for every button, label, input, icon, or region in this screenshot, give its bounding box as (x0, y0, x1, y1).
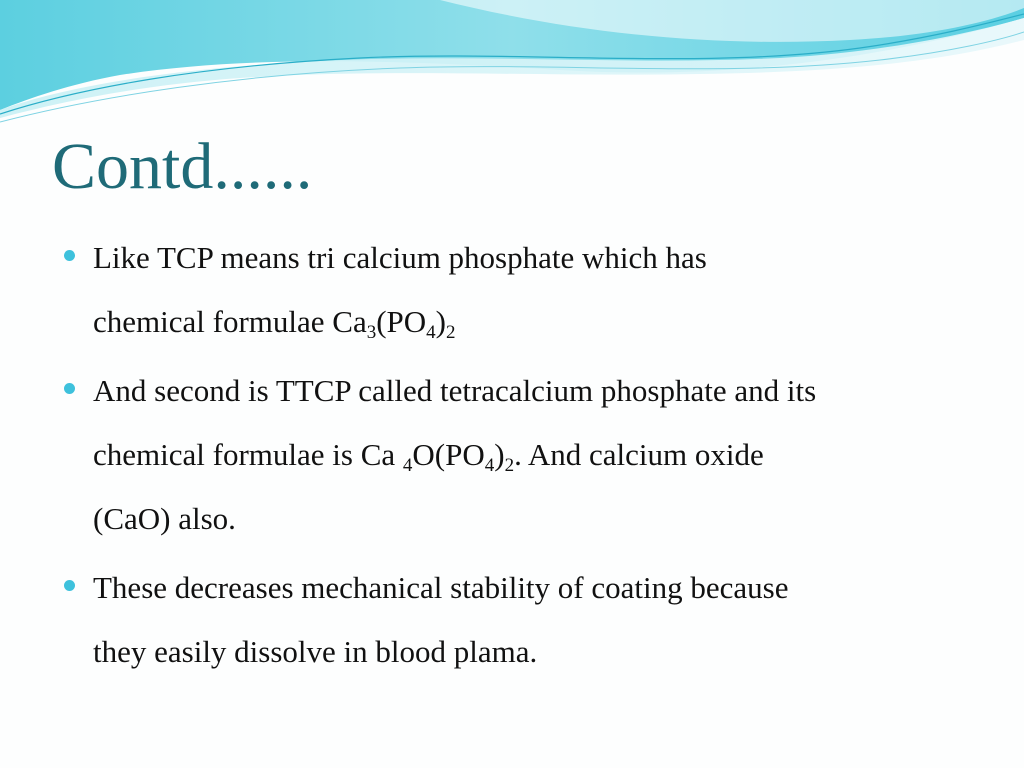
subscript: 2 (445, 322, 456, 343)
bullet-line: And second is TTCP called tetracalcium phosphate and its (93, 373, 817, 408)
bullet-text (93, 556, 992, 684)
subscript: 4 (426, 322, 436, 343)
formula-part: (PO (376, 304, 427, 339)
bullet-dot-icon (64, 250, 75, 261)
bullet-dot-icon (64, 580, 75, 591)
formula-part: ) (435, 304, 446, 339)
bullet-dot-icon (64, 383, 75, 394)
bullet-line: Like TCP means tri calcium phosphate which has (93, 240, 707, 275)
bullet-item-stability (62, 556, 992, 684)
formula-prefix: chemical formulae is Ca (93, 437, 403, 472)
bullet-item-tcp (62, 226, 992, 354)
bullet-list (62, 226, 992, 689)
bullet-line: they easily dissolve in blood plama. (93, 634, 538, 669)
bullet-line: These decreases mechanical stability of coating because (93, 570, 789, 605)
subscript: 4 (402, 455, 413, 476)
formula-part: ) (494, 437, 505, 472)
formula-part: O(PO (412, 437, 485, 472)
bullet-line: (CaO) also. (93, 501, 236, 536)
subscript: 3 (366, 322, 377, 343)
wave-header-decoration (0, 0, 1024, 130)
subscript: 4 (484, 455, 495, 476)
formula-prefix: chemical formulae Ca (93, 304, 367, 339)
bullet-text (93, 226, 992, 354)
bullet-text (93, 359, 992, 551)
subscript: 2 (504, 455, 515, 476)
slide-title: Contd...... (52, 130, 313, 203)
bullet-item-ttcp (62, 359, 992, 551)
formula-tail: . And calcium oxide (514, 437, 764, 472)
